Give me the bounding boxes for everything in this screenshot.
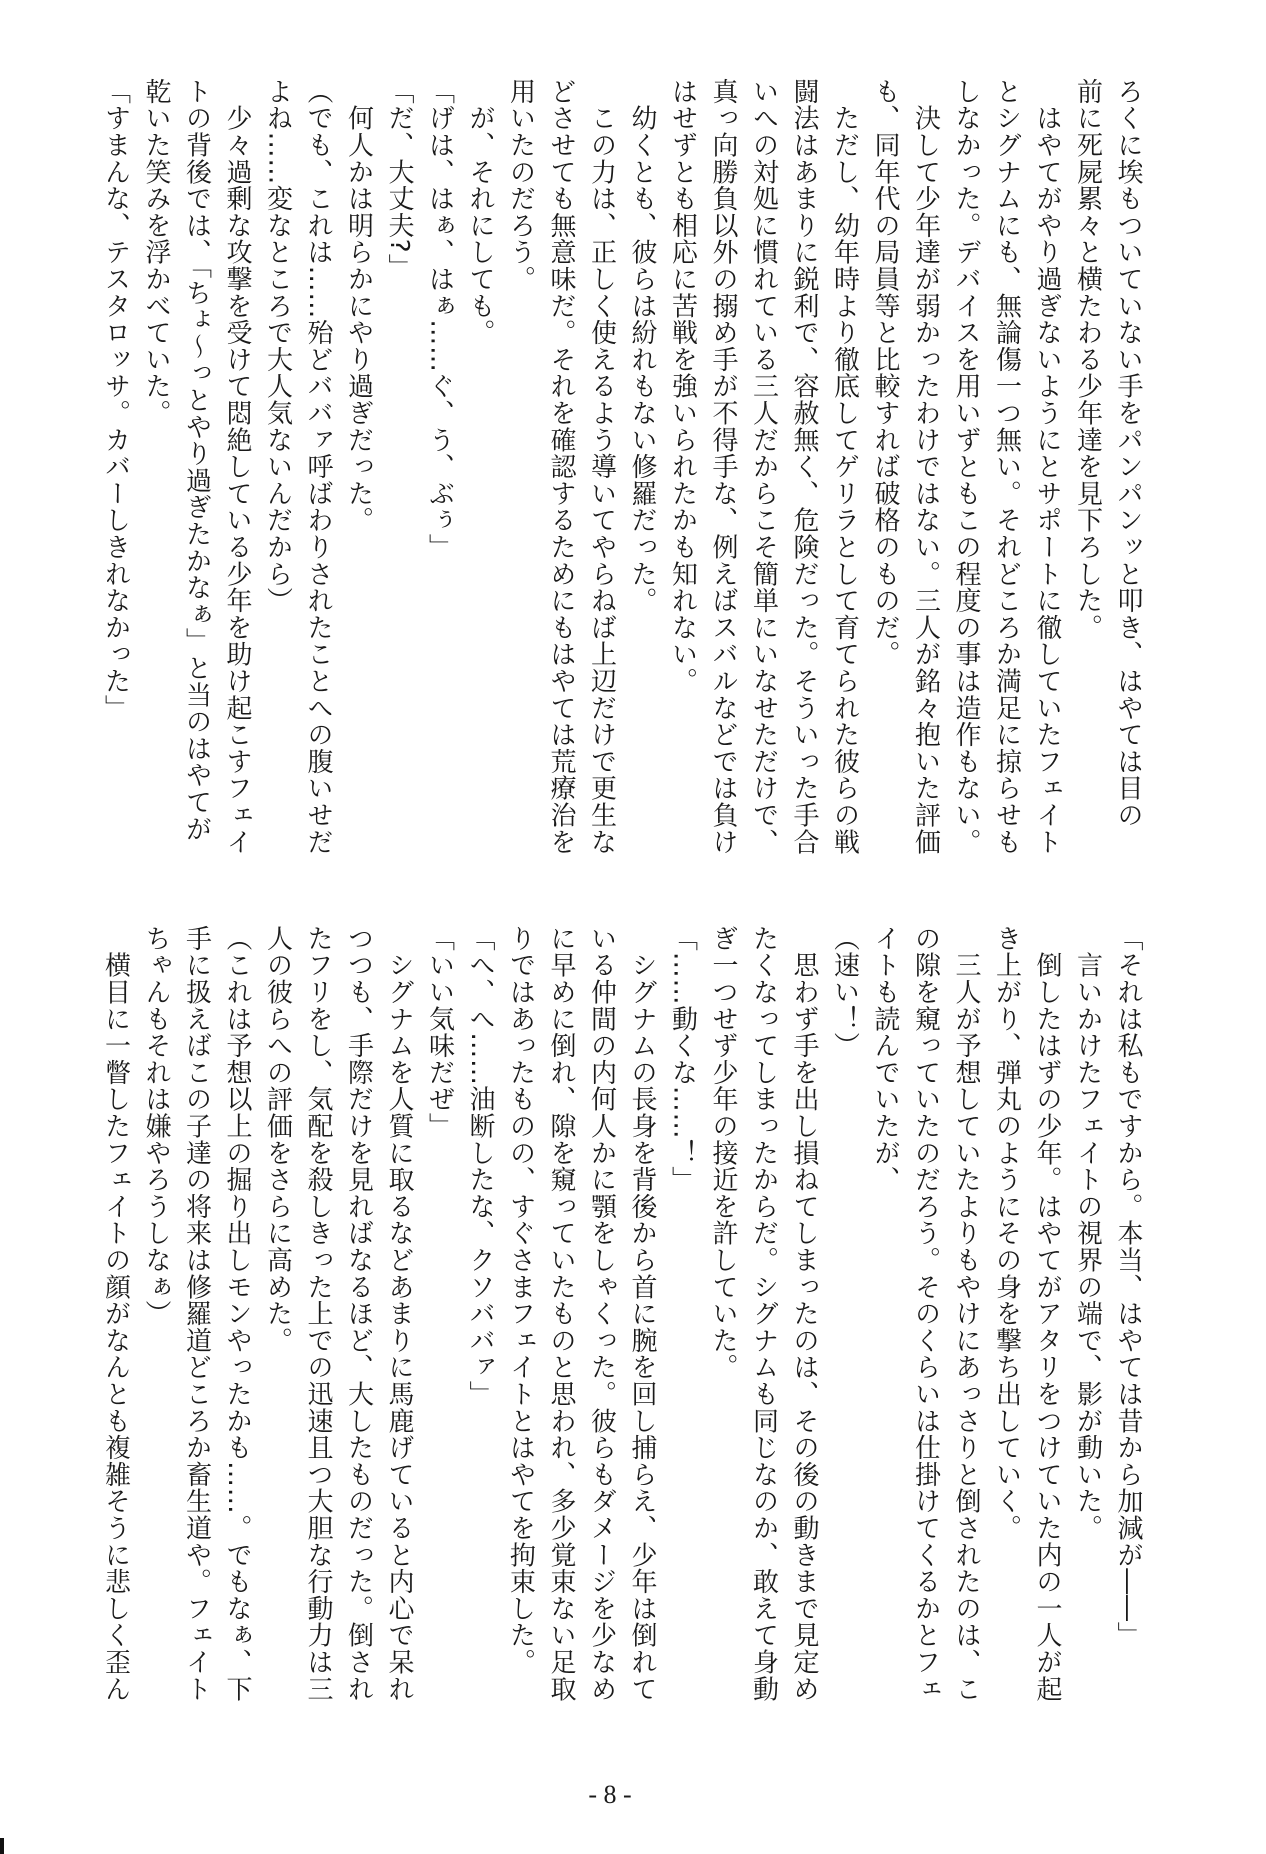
text-line: つつも、手際だけを見ればなるほど、大したものだった。倒され	[343, 925, 374, 1703]
text-line: 「だ、大丈夫?」	[384, 78, 414, 281]
text-line: き上がり、弾丸のようにその身を撃ち出していく。	[991, 925, 1022, 1542]
text-line: 少々過剰な攻撃を受けて悶絶している少年を助け起こすフェイ	[222, 78, 252, 856]
text-line: よね……変なところで大人気ないんだから）	[262, 78, 293, 614]
text-line: 「それは私もですから。本当、はやては昔から加減が――」	[1113, 925, 1143, 1649]
text-line: 「へ、へ……油断したな、クソババァ」	[465, 925, 495, 1408]
text-line: 「げは、はぁ、はぁ……ぐ、う、ぶぅ」	[424, 78, 455, 561]
text-line: 前に死屍累々と横たわる少年達を見下ろした。	[1072, 78, 1103, 641]
text-line: いへの対処に慣れている三人だからこそ簡単にいなせただけで、	[748, 78, 779, 856]
text-line: 真っ向勝負以外の搦め手が不得手な、例えばスバルなどでは負け	[708, 78, 738, 856]
text-line: の隙を窺っていたのだろう。そのくらいは仕掛けてくるかとフェ	[910, 925, 941, 1703]
text-line: が、それにしても。	[465, 78, 495, 346]
text-line: イトも読んでいたが、	[870, 925, 900, 1193]
text-line: （速い！）	[829, 925, 860, 1059]
text-line: りではあったものの、すぐさまフェイトとはやてを拘束した。	[505, 925, 536, 1676]
text-line: シグナムを人質に取るなどあまりに馬鹿げていると内心で呆れ	[384, 925, 414, 1703]
text-line: 用いたのだろう。	[505, 78, 536, 293]
text-line: 手に扱えばこの子達の将来は修羅道どころか畜生道や。フェイト	[181, 925, 212, 1703]
text-line: ぎ一つせず少年の接近を許していた。	[708, 925, 738, 1381]
text-line: 人の彼らへの評価をさらに高めた。	[262, 925, 293, 1354]
text-line: 闘法はあまりに鋭利で、容赦無く、危険だった。そういった手合	[789, 78, 819, 856]
text-line: はやてがやり過ぎないようにとサポートに徹していたフェイト	[1032, 78, 1062, 856]
text-line: 「いい気味だぜ」	[424, 925, 455, 1140]
text-line: 乾いた笑みを浮かべていた。	[141, 78, 171, 427]
text-block-lower	[100, 925, 1148, 1725]
text-line: たくなってしまったからだ。シグナムも同じなのか、敢えて身動	[748, 925, 779, 1703]
text-line: も、同年代の局員等と比較すれば破格のものだ。	[870, 78, 900, 668]
text-line: 横目に一瞥したフェイトの顔がなんとも複雑そうに悲しく歪ん	[100, 925, 131, 1703]
text-line: 三人が予想していたよりもやけにあっさりと倒されたのは、こ	[951, 925, 981, 1703]
text-line: に早めに倒れ、隙を窺っていたものと思われ、多少覚束ない足取	[546, 925, 576, 1703]
text-line: いる仲間の内何人かに顎をしゃくった。彼らもダメージを少なめ	[586, 925, 617, 1703]
text-line: （でも、これは……殆どババァ呼ばわりされたことへの腹いせだ	[303, 78, 333, 856]
text-line: しなかった。デバイスを用いずともこの程度の事は造作もない。	[951, 78, 981, 856]
page-number: - 8 -	[588, 1780, 632, 1809]
text-line: ちゃんもそれは嫌やろうしなぁ）	[141, 925, 171, 1327]
text-line: たフリをし、気配を殺しきった上での迅速且つ大胆な行動力は三	[303, 925, 333, 1703]
text-line: はせずとも相応に苦戦を強いられたかも知れない。	[667, 78, 698, 695]
text-line: 倒したはずの少年。はやてがアタリをつけていた内の一人が起	[1032, 925, 1062, 1703]
text-line: どさせても無意味だ。それを確認するためにもはやては荒療治を	[546, 78, 576, 856]
text-line: トの背後では、「ちょ～っとやり過ぎたかなぁ」と当のはやてが	[181, 78, 212, 843]
text-line: 思わず手を出し損ねてしまったのは、その後の動きまで見定め	[789, 925, 819, 1703]
text-line: 言いかけたフェイトの視界の端で、影が動いた。	[1072, 925, 1103, 1542]
text-line: 幼くとも、彼らは紛れもない修羅だった。	[627, 78, 657, 614]
text-line: 「……動くな……！」	[667, 925, 698, 1193]
text-line: この力は、正しく使えるよう導いてやらねば上辺だけで更生な	[586, 78, 617, 856]
text-block-upper	[100, 78, 1148, 868]
text-line: 決して少年達が弱かったわけではない。三人が銘々抱いた評価	[910, 78, 941, 856]
scan-mark	[0, 1838, 4, 1854]
text-line: とシグナムにも、無論傷一つ無い。それどころか満足に掠らせも	[991, 78, 1022, 856]
text-line: 「すまんな、テスタロッサ。カバーしきれなかった」	[100, 78, 131, 722]
text-line: （これは予想以上の掘り出しモンやったかも……。でもなぁ、下	[222, 925, 252, 1703]
text-line: ただし、幼年時より徹底してゲリラとして育てられた彼らの戦	[829, 78, 860, 856]
text-line: 何人かは明らかにやり過ぎだった。	[343, 78, 374, 534]
text-line: シグナムの長身を背後から首に腕を回し捕らえ、少年は倒れて	[627, 925, 657, 1703]
text-line: ろくに埃もついていない手をパンパンッと叩き、はやては目の	[1113, 78, 1143, 829]
